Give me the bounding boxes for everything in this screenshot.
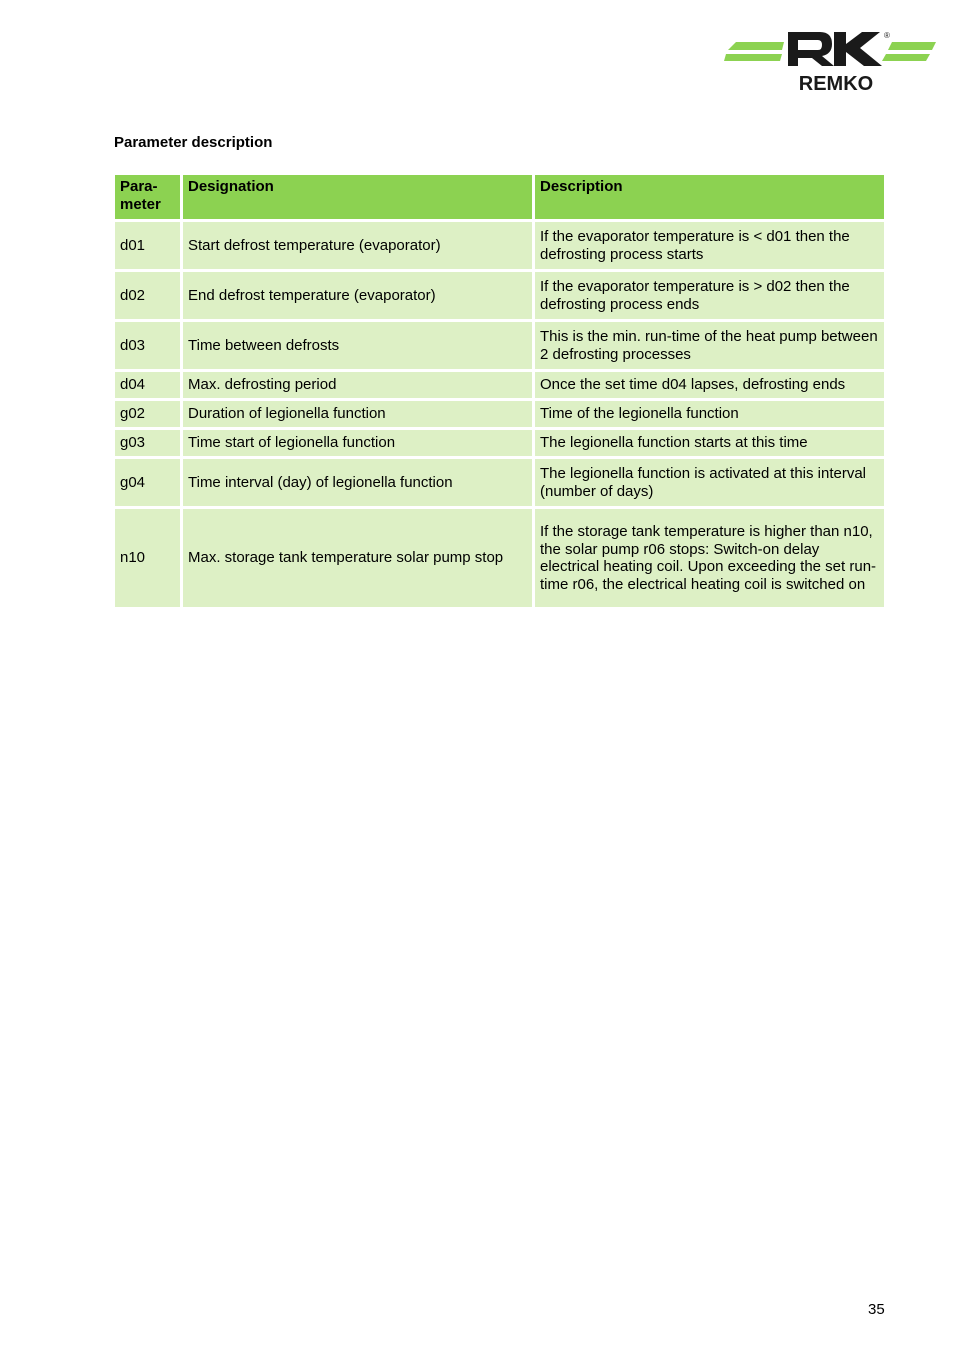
logo-rk-mark [788, 32, 882, 66]
table-row [115, 272, 884, 319]
header-parameter [115, 175, 180, 219]
cell-parameter: d04 [115, 372, 180, 398]
logo-green-stripe-right-lower [882, 54, 930, 61]
cell-description: If the storage tank temperature is higher than n10, the solar pump r06 stops: Switch-on delay electrical heating coil. Upon exceeding the set run-time r06, the electrical heating coil is switched on [535, 509, 884, 607]
cell-designation: Max. defrosting period [183, 372, 532, 398]
header-parameter-line2: meter [120, 195, 161, 213]
cell-description: The legionella function starts at this time [535, 430, 884, 456]
cell-parameter: g03 [115, 430, 180, 456]
table-row [115, 322, 884, 369]
cell-designation: End defrost temperature (evaporator) [183, 272, 532, 319]
header-parameter-line1: Para- [120, 178, 158, 195]
remko-logo [724, 28, 938, 94]
table-row [115, 401, 884, 427]
cell-parameter: g04 [115, 459, 180, 506]
cell-description: Once the set time d04 lapses, defrosting ends [535, 372, 884, 398]
cell-designation: Time start of legionella function [183, 430, 532, 456]
cell-designation: Duration of legionella function [183, 401, 532, 427]
cell-designation: Max. storage tank temperature solar pump stop [183, 509, 532, 607]
cell-description: If the evaporator temperature is > d02 then the defrosting process ends [535, 272, 884, 319]
table-row [115, 430, 884, 456]
table-row [115, 459, 884, 506]
cell-designation: Time interval (day) of legionella function [183, 459, 532, 506]
table-row [115, 222, 884, 269]
table-row [115, 372, 884, 398]
cell-designation: Time between defrosts [183, 322, 532, 369]
page-number: 35 [868, 1301, 885, 1318]
logo-green-stripe-left-lower [724, 54, 782, 61]
table-header-row [115, 175, 884, 219]
logo-wordmark: REMKO [798, 73, 874, 94]
cell-description: If the evaporator temperature is < d01 then the defrosting process starts [535, 222, 884, 269]
cell-parameter: d01 [115, 222, 180, 269]
header-description: Description [535, 175, 884, 219]
cell-parameter: g02 [115, 401, 180, 427]
cell-parameter: d02 [115, 272, 180, 319]
cell-description: This is the min. run-time of the heat pump between 2 defrosting processes [535, 322, 884, 369]
cell-parameter: d03 [115, 322, 180, 369]
cell-designation: Start defrost temperature (evaporator) [183, 222, 532, 269]
parameter-table [112, 172, 887, 610]
table-row [115, 509, 884, 607]
logo-green-stripe-right [888, 42, 936, 50]
cell-description: Time of the legionella function [535, 401, 884, 427]
cell-parameter: n10 [115, 509, 180, 607]
logo-registered-mark: ® [884, 31, 890, 40]
cell-description: The legionella function is activated at this interval (number of days) [535, 459, 884, 506]
header-designation: Designation [183, 175, 532, 219]
section-title: Parameter description [114, 134, 273, 151]
logo-green-stripe-left [728, 42, 784, 50]
